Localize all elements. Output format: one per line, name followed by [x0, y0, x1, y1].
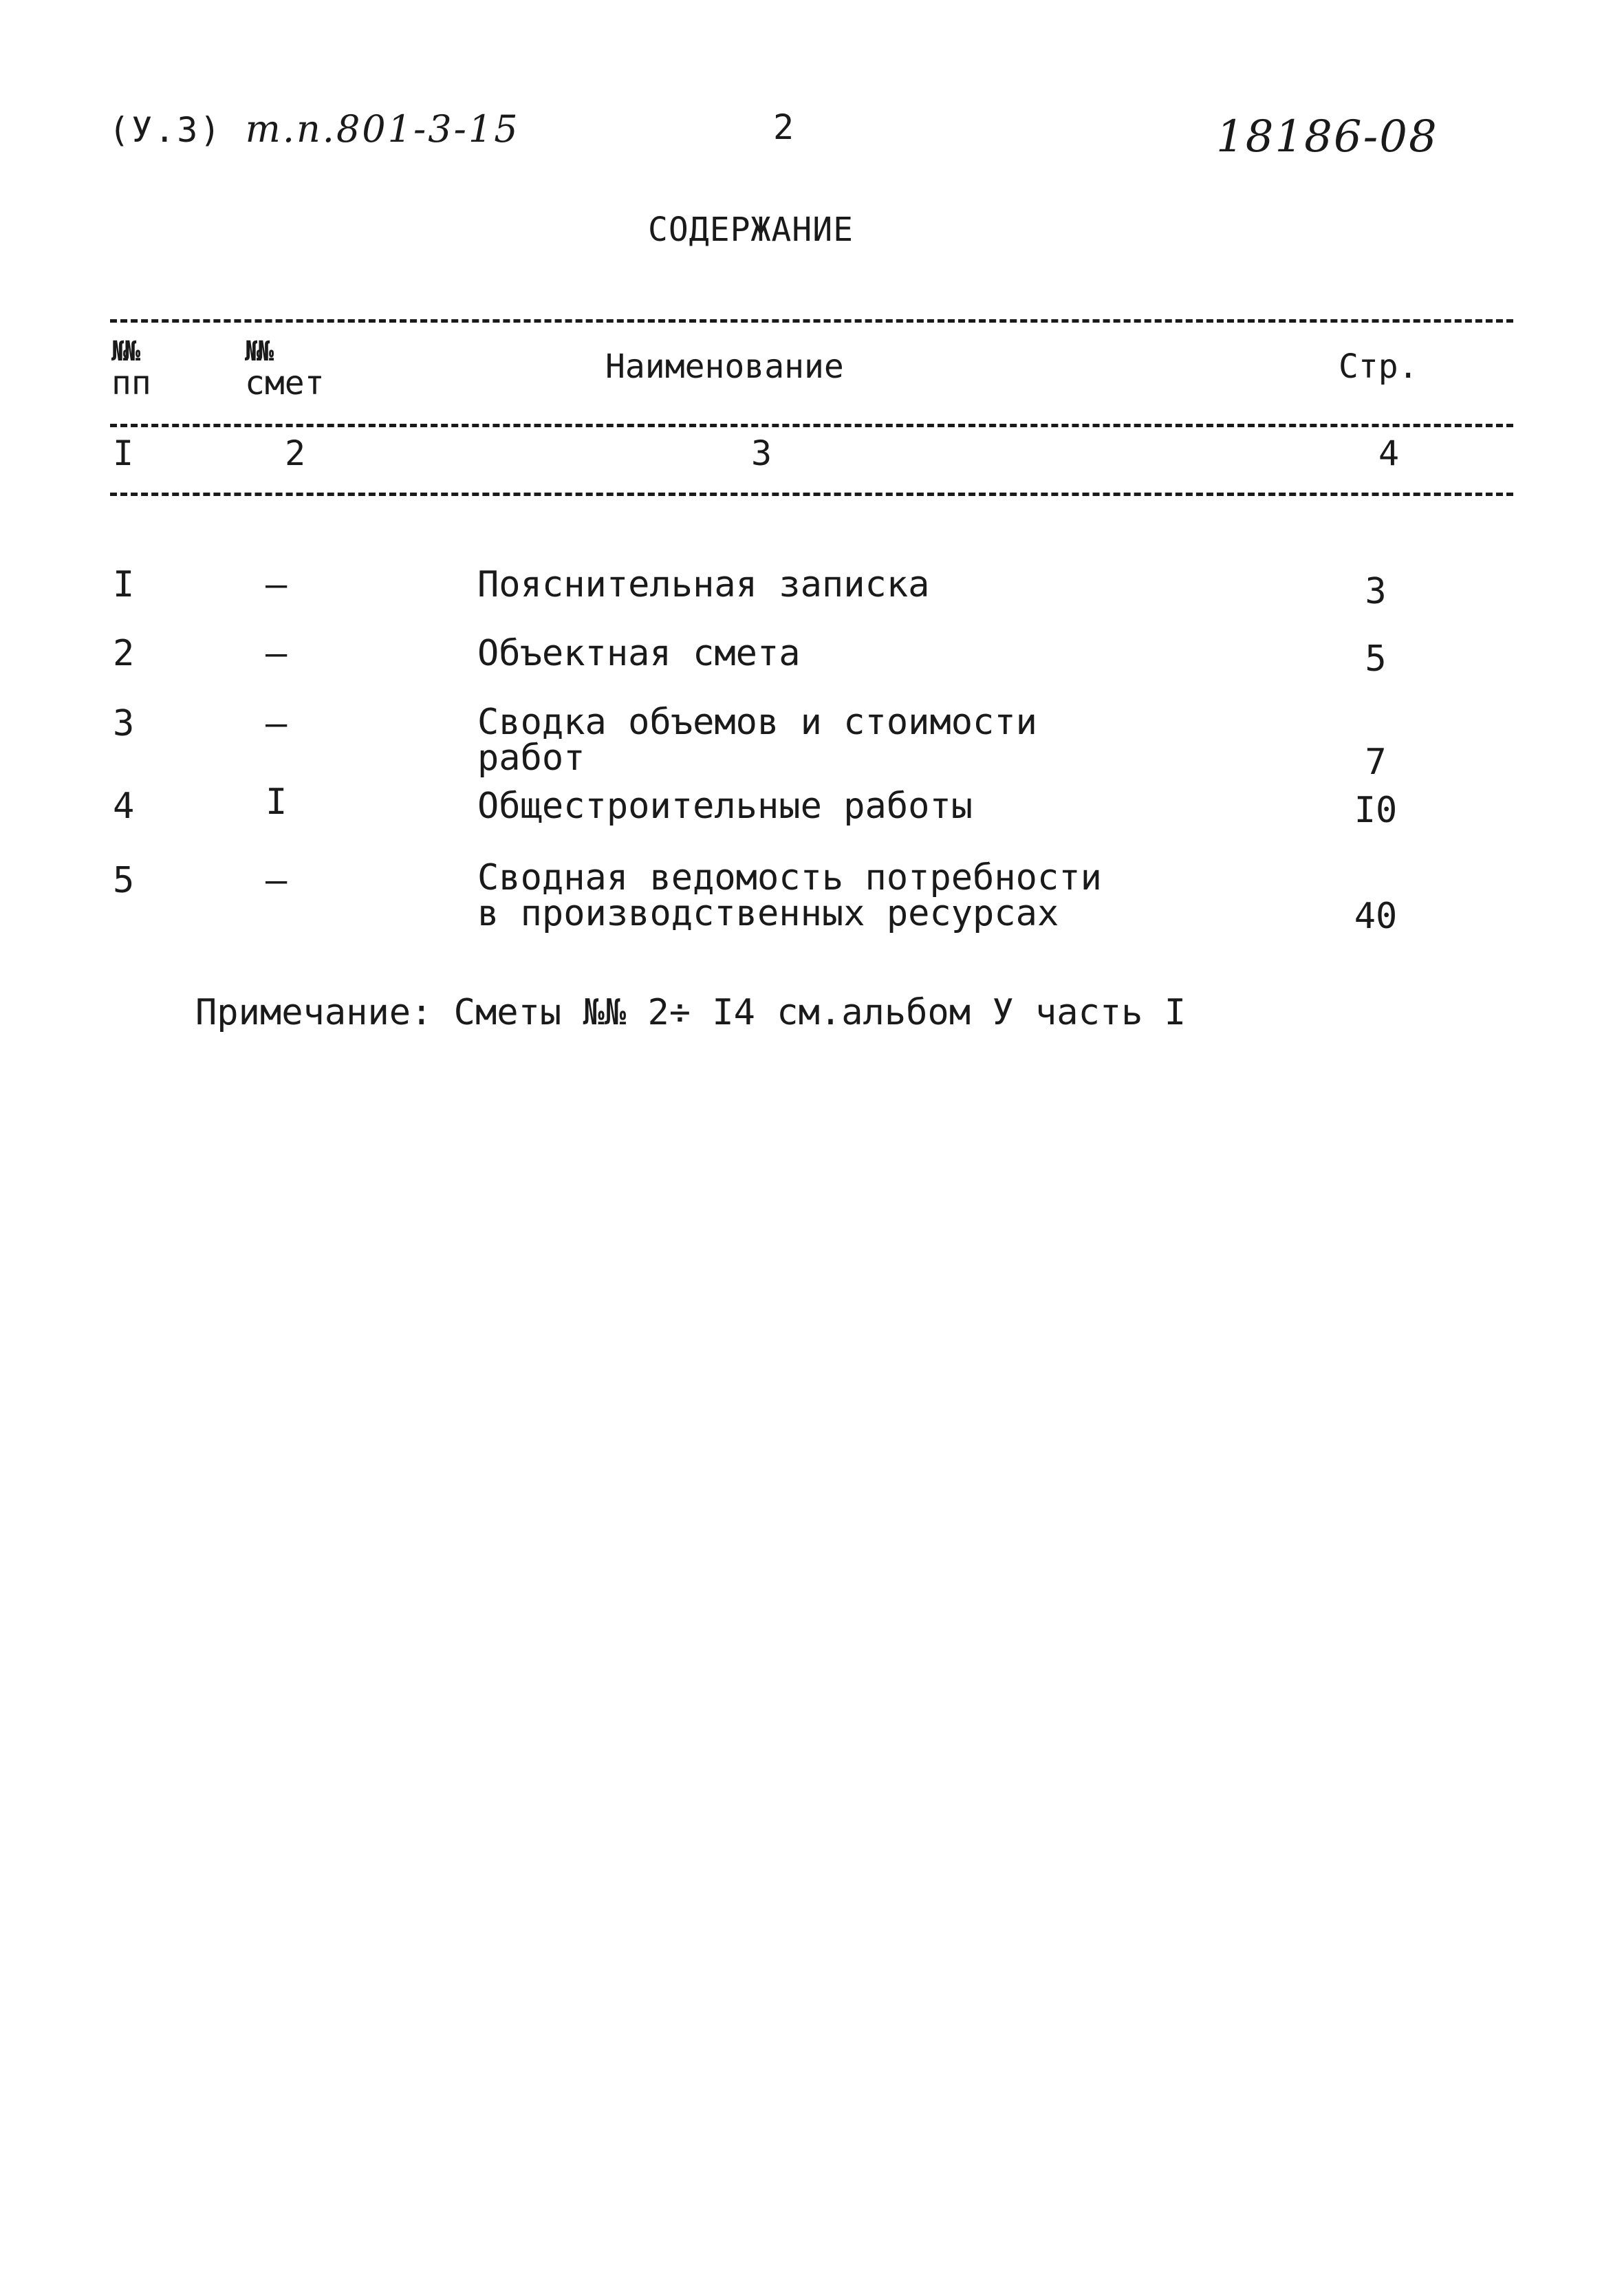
- column-number: I: [113, 433, 134, 473]
- row-name: Пояснительная записка: [477, 564, 930, 605]
- row-name: Сводная ведомость потребности в производственных ресурсах: [477, 857, 1102, 934]
- column-number: 4: [1378, 433, 1400, 473]
- row-smet: –: [266, 633, 288, 674]
- row-name: Объектная смета: [477, 633, 801, 674]
- row-smet: –: [266, 564, 288, 605]
- row-page: 7: [1365, 742, 1387, 783]
- column-number: 3: [751, 433, 772, 473]
- row-page: 40: [1354, 896, 1398, 937]
- row-number: 2: [113, 633, 135, 674]
- volume-ref: (У.3): [109, 110, 246, 150]
- row-smet: –: [266, 860, 288, 901]
- row-smet: I: [266, 781, 288, 823]
- number-sign: №№: [111, 336, 137, 367]
- row-number: 5: [113, 860, 135, 901]
- column-header-page: Стр.: [1339, 347, 1418, 386]
- column-header-pp-label: пп: [111, 364, 151, 402]
- row-name: Общестроительные работы: [477, 786, 973, 827]
- row-number: 4: [113, 786, 135, 827]
- page-title: СОДЕРЖАНИЕ: [648, 211, 854, 249]
- number-sign: №№: [245, 336, 270, 367]
- footnote: Примечание: Сметы №№ 2÷ I4 см.альбом У часть I: [195, 992, 1187, 1033]
- row-page: I0: [1354, 790, 1398, 831]
- inventory-number: 18186-08: [1216, 111, 1438, 162]
- table-numbering-rule: [110, 493, 1513, 496]
- document-code: [109, 107, 520, 151]
- project-code: т.п.801-3-15: [245, 107, 520, 151]
- column-header-smet: [245, 337, 325, 400]
- column-header-pp: [111, 337, 151, 400]
- row-page: 3: [1365, 571, 1387, 612]
- row-number: I: [113, 564, 135, 605]
- column-number: 2: [285, 433, 306, 473]
- row-number: 3: [113, 703, 135, 744]
- table-header-rule: [110, 424, 1513, 427]
- row-smet: –: [266, 703, 288, 744]
- table-top-rule: [110, 319, 1513, 323]
- column-header-smet-label: смет: [245, 364, 325, 402]
- row-name: Сводка объемов и стоимости работ: [477, 702, 1037, 779]
- column-header-name: Наименование: [605, 347, 844, 386]
- page-number: 2: [773, 107, 794, 147]
- row-page: 5: [1365, 638, 1387, 680]
